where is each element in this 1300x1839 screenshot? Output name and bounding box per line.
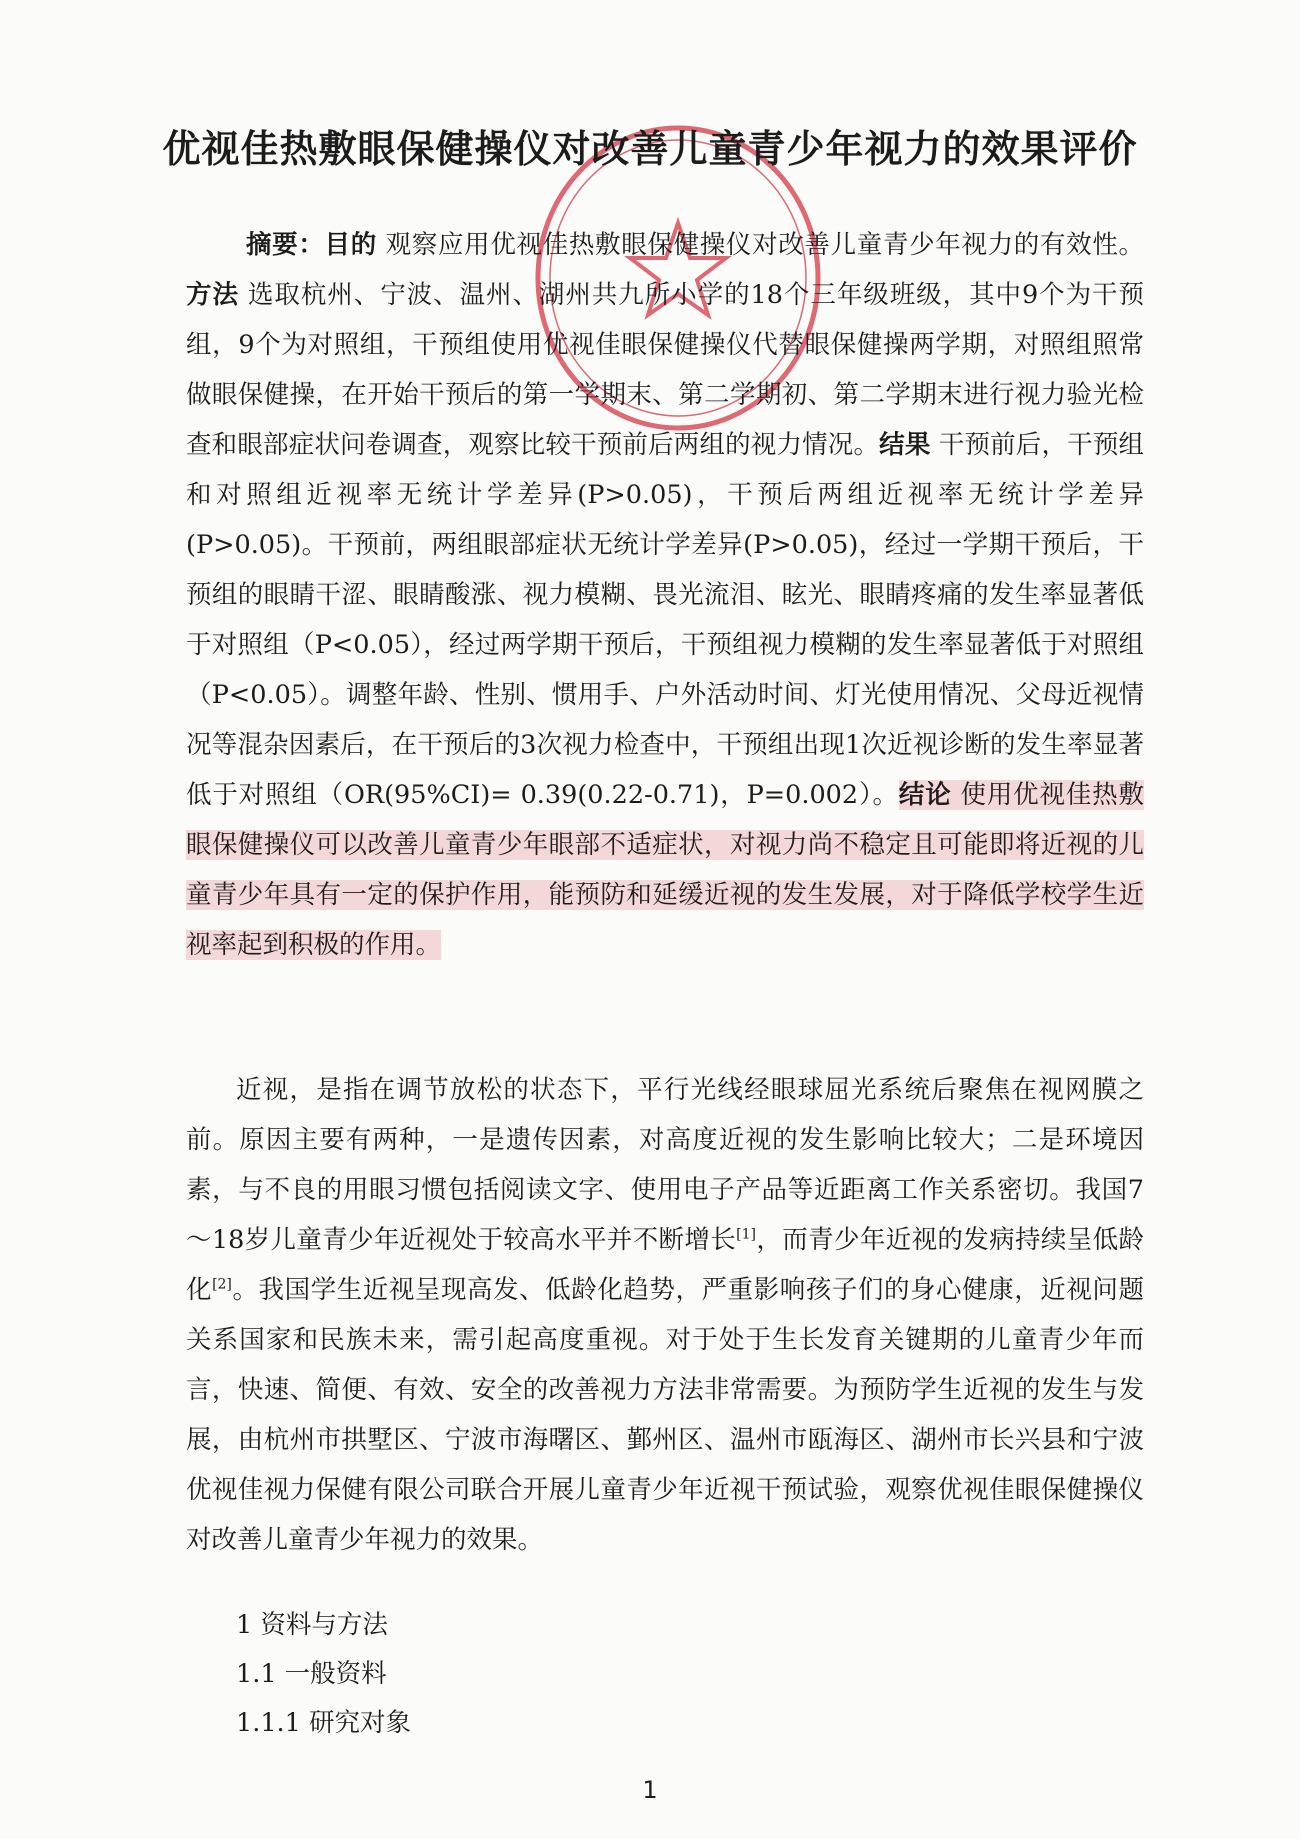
section-heading-1-1-1: 1.1.1 研究对象: [236, 1708, 411, 1738]
abstract: [186, 220, 1144, 970]
purpose-text: 观察应用优视佳热敷眼保健操仪对改善儿童青少年视力的有效性。: [376, 230, 1144, 260]
intro-text-1: 近视，是指在调节放松的状态下，平行光线经眼球屈光系统后聚焦在视网膜之前。原因主要有两种，一是遗传因素，对高度近视的发生影响比较大；二是环境因素，与不良的用眼习惯包括阅读文字、使用电子产品等近距离工作关系密切。我国7～18岁儿童青少年近视处于较高水平并不断增长: [186, 1075, 1144, 1255]
reference-1: [1]: [736, 1226, 756, 1243]
introduction-paragraph: [186, 1065, 1144, 1565]
method-text: 选取杭州、宁波、温州、湖州共九所小学的18个三年级班级，其中9个为干预组，9个为对照组，干预组使用优视佳眼保健操仪代替眼保健操两学期，对照组照常做眼保健操，在开始干预后的第一学期末、第二学期初、第二学期末进行视力验光检查和眼部症状问卷调查，观察比较干预前后两组的视力情况。: [186, 280, 1144, 460]
abstract-label: 摘要：: [246, 230, 325, 260]
purpose-label: 目的: [324, 230, 377, 260]
conclusion-text: 使用优视佳热敷眼保健操仪可以改善儿童青少年眼部不适症状，对视力尚不稳定且可能即将近视的儿童青少年具有一定的保护作用，能预防和延缓近视的发生发展，对于降低学校学生近视率起到积极的作用。: [186, 780, 1144, 960]
document-title: 优视佳热敷眼保健操仪对改善儿童青少年视力的效果评价: [162, 127, 1138, 171]
page-number: 1: [642, 1776, 658, 1804]
section-heading-1-1: 1.1 一般资料: [236, 1659, 387, 1689]
result-text: 干预前后，干预组和对照组近视率无统计学差异(P>0.05)，干预后两组近视率无统计学差异(P>0.05)。干预前，两组眼部症状无统计学差异(P>0.05)，经过一学期干预后，干预组的眼睛干涩、眼睛酸涨、视力模糊、畏光流泪、眩光、眼睛疼痛的发生率显著低于对照组（P<0.05），经过两学期干预后，干预组视力模糊的发生率显著低于对照组（P<0.05）。调整年龄、性别、惯用手、户外活动时间、灯光使用情况、父母近视情况等混杂因素后，在干预后的3次视力检查中，干预组出现1次近视诊断的发生率显著低于对照组（OR(95%CI)= 0.39(0.22-0.71)，P=0.002）。: [186, 430, 1144, 810]
conclusion-label: 结论: [898, 780, 952, 810]
reference-2: [2]: [212, 1276, 232, 1293]
result-label: 结果: [879, 430, 931, 460]
section-heading-1: 1 资料与方法: [236, 1610, 388, 1640]
intro-text-2: ，而青少年近视的发病持续呈低龄化: [186, 1225, 1144, 1305]
method-label: 方法: [186, 280, 239, 310]
intro-text-3: 。我国学生近视呈现高发、低龄化趋势，严重影响孩子们的身心健康，近视问题关系国家和民族未来，需引起高度重视。对于处于生长发育关键期的儿童青少年而言，快速、简便、有效、安全的改善视力方法非常需要。为预防学生近视的发生与发展，由杭州市拱墅区、宁波市海曙区、鄞州区、温州市瓯海区、湖州市长兴县和宁波优视佳视力保健有限公司联合开展儿童青少年近视干预试验，观察优视佳眼保健操仪对改善儿童青少年视力的效果。: [186, 1275, 1144, 1555]
